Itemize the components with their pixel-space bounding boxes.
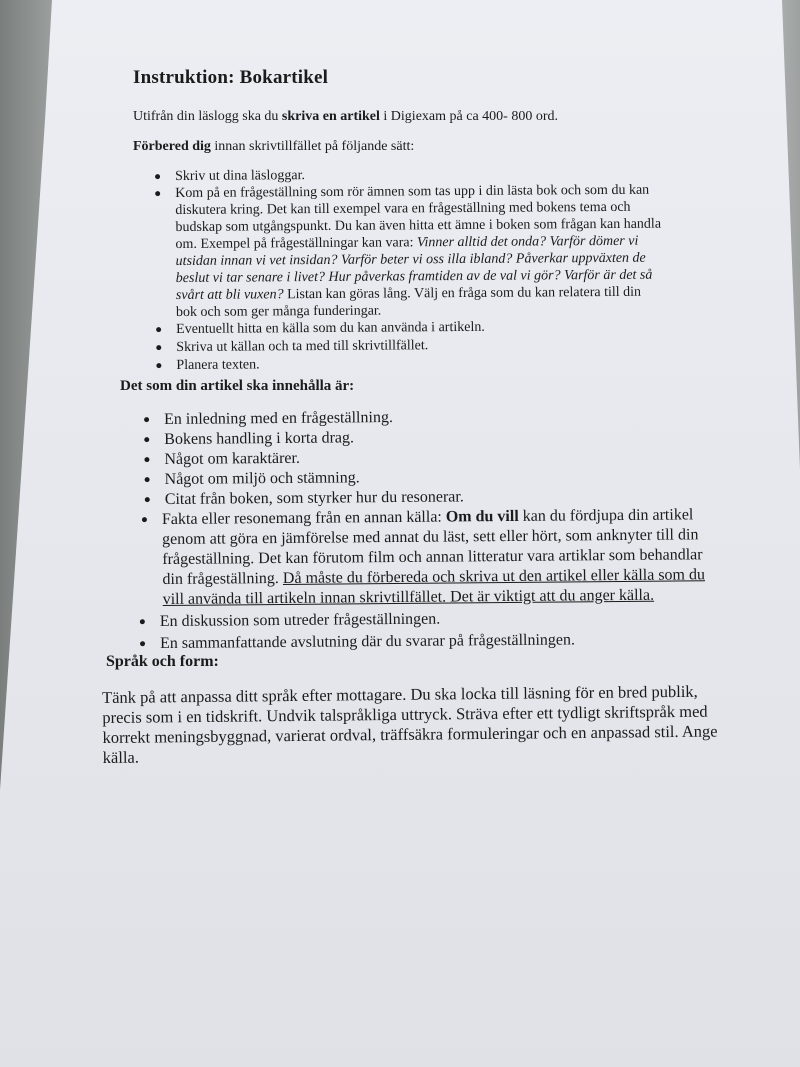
text-plain: Fakta eller resonemang från en annan källa: bbox=[161, 508, 446, 529]
prep-item-line: diskutera kring. Det kan till exempel vara en frågeställning med bokens tema och bbox=[175, 199, 631, 218]
language-heading: Språk och form: bbox=[106, 653, 219, 670]
text-plain: kan du fördjupa din artikel bbox=[518, 506, 694, 525]
content-item-line: vill använda till artikeln innan skrivtillfället. Det är viktigt att du anger källa. bbox=[162, 586, 655, 609]
content-item-line: frågeställning. Det kan förutom film och annan litteratur vara artiklar som behandlar bbox=[162, 546, 703, 569]
prep-item-text: Skriva ut källan och ta med till skrivtillfället. bbox=[176, 338, 429, 355]
content-item-text: Citat från boken, som styrker hur du resonerar. bbox=[164, 488, 464, 508]
intro-bold: skriva en artikel bbox=[281, 109, 380, 124]
bullet-icon bbox=[140, 619, 145, 624]
bullet-icon bbox=[156, 363, 161, 368]
content-item-text: En diskussion som utreder frågeställningen. bbox=[159, 610, 441, 631]
language-line: precis som i en tidskrift. Undvik talspråkliga uttryck. Sträva efter ett tydligt skriftspråk med bbox=[102, 701, 708, 727]
prep-item-line: utsidan innan vi vet insidan? Varför beter vi oss illa ibland? Påverkar uppväxten de bbox=[175, 250, 646, 269]
bullet-icon bbox=[156, 327, 161, 332]
prep-item bbox=[176, 318, 662, 338]
prep-item-line: bok och som ger många funderingar. bbox=[175, 303, 382, 320]
content-item-text: En inledning med en frågeställning. bbox=[164, 409, 393, 428]
intro-prefix: Utifrån din läslogg ska du bbox=[133, 109, 282, 124]
content-item-text: Bokens handling i korta drag. bbox=[164, 429, 355, 448]
prep-item bbox=[176, 336, 662, 356]
intro-suffix: i Digiexam på ca 400- 800 ord. bbox=[379, 109, 558, 124]
prep-item-text: Planera texten. bbox=[176, 357, 260, 373]
bullet-icon bbox=[144, 417, 149, 422]
prep-item-text: Skriv ut dina läsloggar. bbox=[175, 168, 305, 184]
text-underline: Då måste du förbereda och skriva ut den artikel eller källa som du bbox=[282, 566, 706, 587]
prep-item-text: Eventuellt hitta en källa som du kan använda i artikeln. bbox=[176, 319, 485, 337]
text-bold: Om du vill bbox=[445, 507, 519, 526]
content-item bbox=[160, 607, 706, 632]
content-item-line: genom att göra en jämförelse med annat du läst, sett eller hört, som anknyter till din bbox=[162, 526, 699, 549]
text-plain: om. Exempel på frågeställningar kan vara: bbox=[175, 235, 417, 252]
bullet-icon bbox=[142, 517, 147, 522]
language-line: Tänk på att anpassa ditt språk efter mottagare. Du ska locka till läsning för en bred publik, bbox=[102, 681, 698, 707]
language-paragraph bbox=[102, 682, 718, 768]
bullet-icon bbox=[145, 477, 150, 482]
bullet-icon bbox=[144, 457, 149, 462]
prep-item bbox=[176, 354, 662, 374]
bullet-icon bbox=[144, 437, 149, 442]
text-italic: Vinner alltid det onda? Varför dömer vi bbox=[416, 233, 639, 251]
language-line: korrekt meningsbyggnad, varierat ordval, träffsäkra formuleringar och en anpassad stil. Ange bbox=[102, 721, 718, 747]
text-plain: din frågeställning. bbox=[162, 569, 283, 589]
prepare-bold: Förbered dig bbox=[133, 139, 211, 154]
content-item-text: Något om miljö och stämning. bbox=[164, 469, 360, 488]
bullet-icon bbox=[155, 174, 160, 179]
prepare-rest: innan skrivtillfället på följande sätt: bbox=[210, 139, 415, 154]
content-item-text: Något om karaktärer. bbox=[164, 449, 301, 468]
language-line: källa. bbox=[102, 747, 140, 767]
content-heading: Det som din artikel ska innehålla är: bbox=[120, 378, 355, 394]
prep-item bbox=[175, 182, 662, 321]
bullet-icon bbox=[155, 191, 160, 196]
bullet-icon bbox=[156, 345, 161, 350]
content-item-text: En sammanfattande avslutning där du svarar på frågeställningen. bbox=[159, 631, 576, 653]
document-title: Instruktion: Bokartikel bbox=[133, 67, 329, 88]
prep-item-line: beslut vi tar senare i livet? Hur påverkas framtiden av de val vi gör? Varför är det så bbox=[175, 267, 653, 286]
prep-item-line: budskap som utgångspunkt. Du kan även hitta ett ämne i boken som frågan kan handla bbox=[175, 216, 662, 235]
intro-paragraph bbox=[133, 108, 558, 125]
prepare-paragraph bbox=[133, 138, 414, 155]
prep-item-line bbox=[176, 284, 662, 304]
prep-item-line: Kom på en frågeställning som rör ämnen som tas upp i din lästa bok och som du kan bbox=[175, 182, 650, 201]
prep-list bbox=[175, 165, 662, 374]
bullet-icon bbox=[145, 497, 150, 502]
content-item bbox=[162, 505, 705, 610]
text-italic: svårt att bli vuxen? bbox=[175, 287, 284, 303]
text-plain: Listan kan göras lång. Välj en fråga som du kan relatera till din bbox=[283, 284, 642, 303]
bullet-icon bbox=[140, 641, 145, 646]
content-list bbox=[159, 405, 706, 654]
content-item bbox=[160, 629, 706, 654]
